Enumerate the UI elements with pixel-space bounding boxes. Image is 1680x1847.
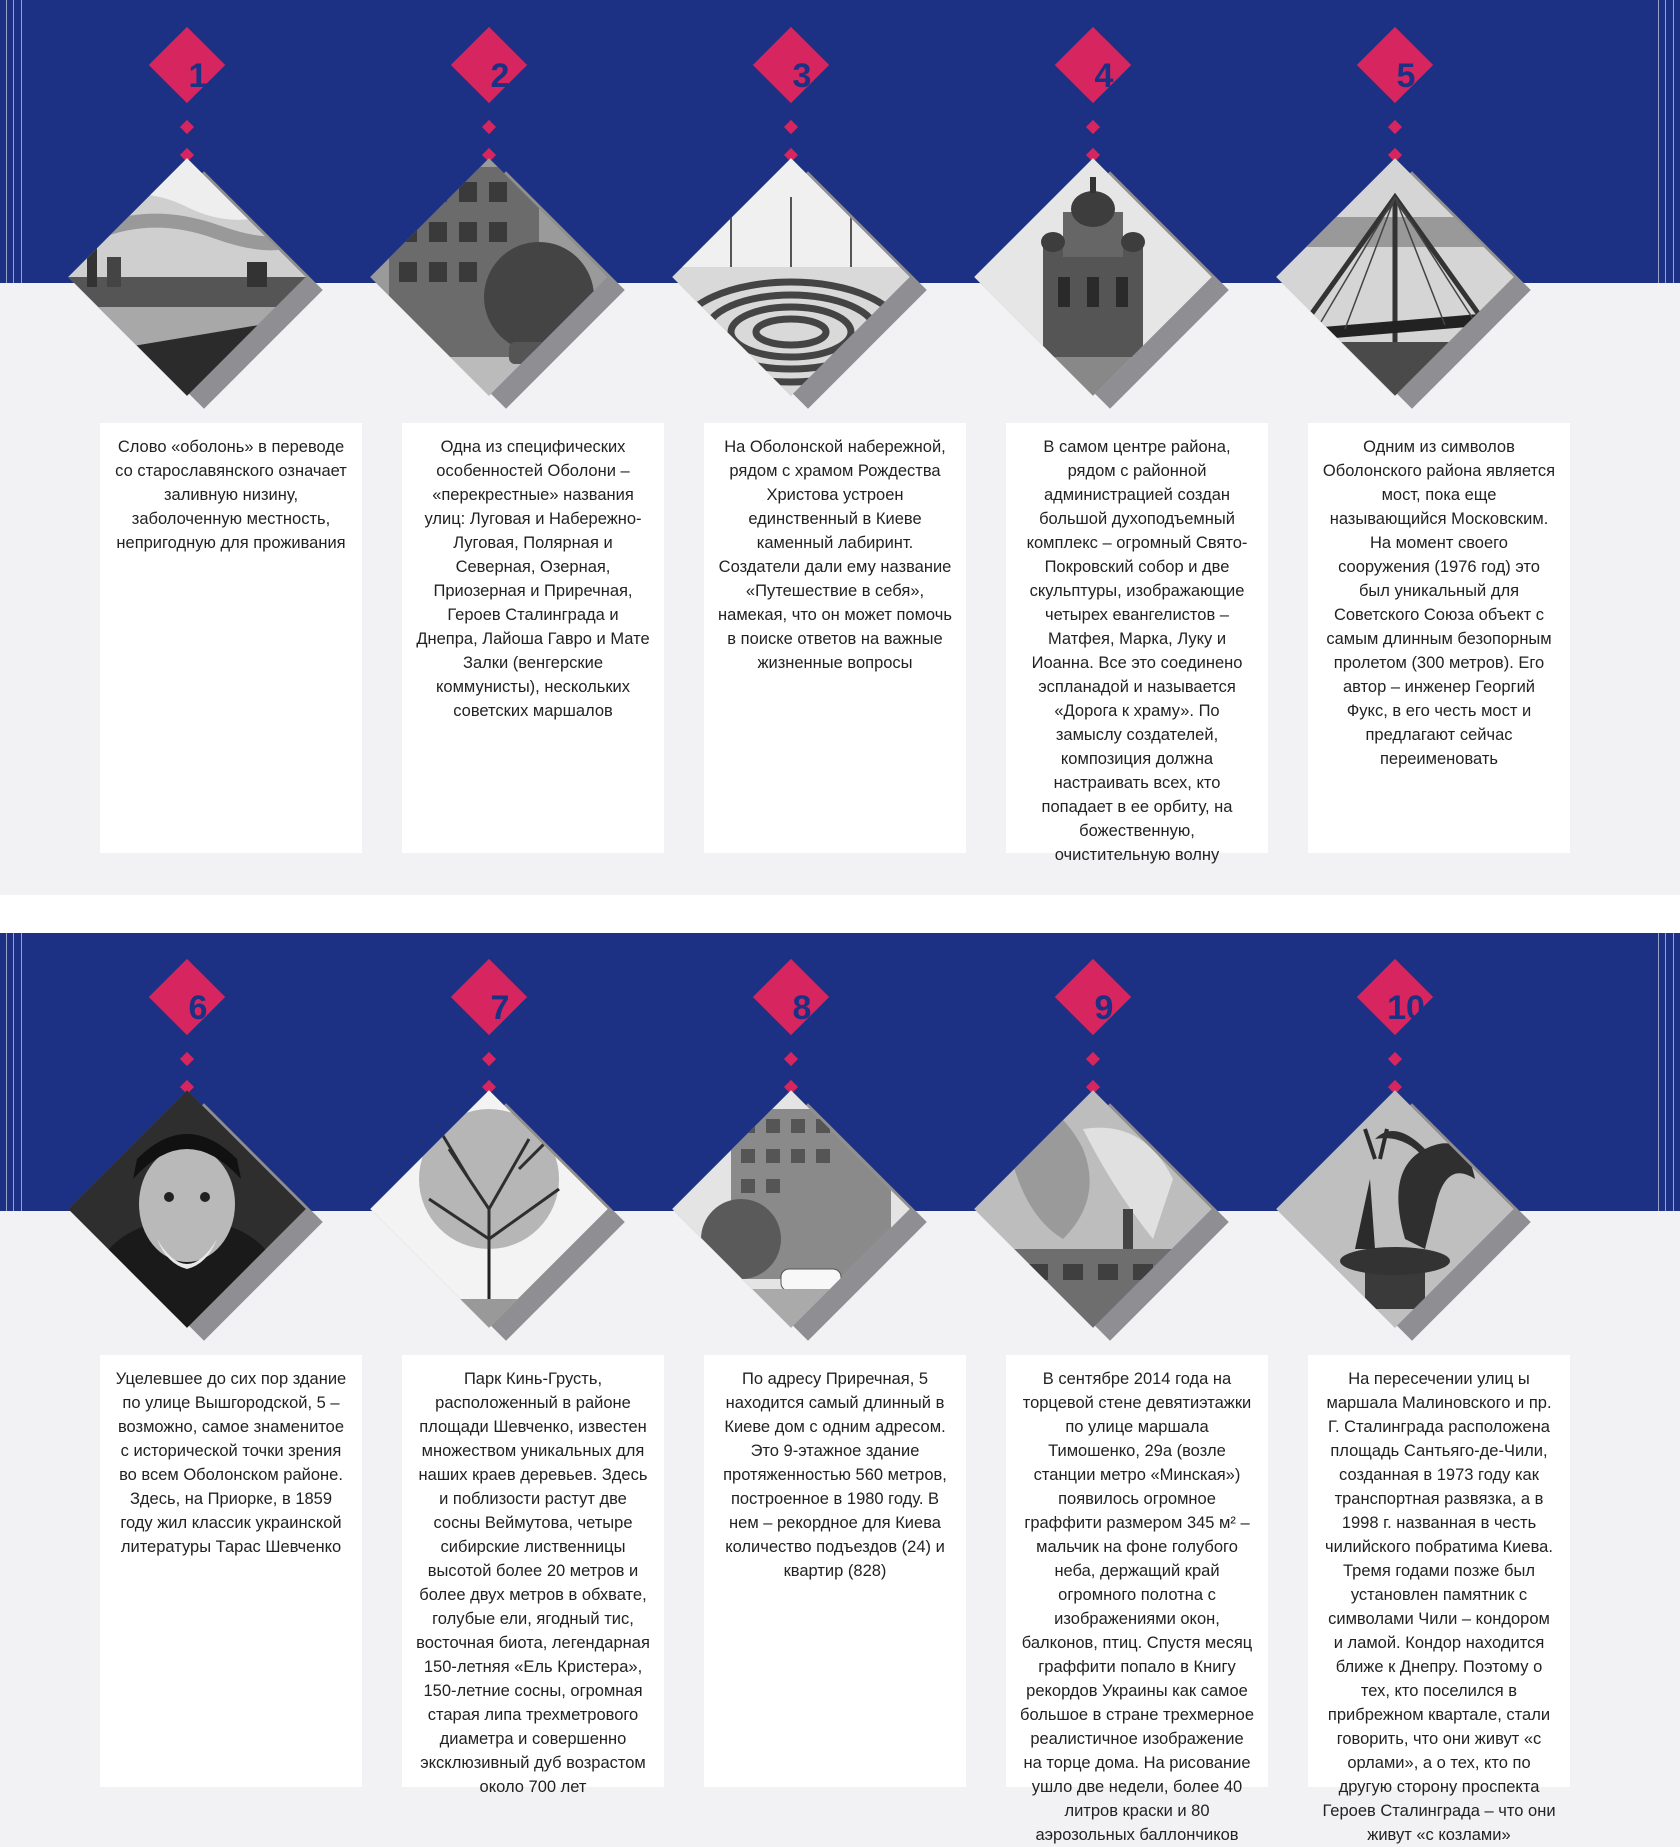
timeline-item xyxy=(1256,38,1556,95)
decor-lines-right xyxy=(1658,933,1674,1211)
description-card: Парк Кинь-Грусть, расположенный в районе площади Шевченко, известен множеством уникальных для наших краев деревьев. Здесь и поблизости растут две сосны Веймутова, четыре сибирские лиственницы высотой более 20 метров и более двух метров в обхвате, голубые ели, ягодный тис, восточная биота, легендарная 150-летняя «Ель Кристера», 150-летние сосны, огромная старая липа трехметрового диаметра и совершенно эксклюзивный дуб возрастом около 700 лет xyxy=(402,1355,664,1787)
description-card: Одна из специфических особенностей Оболони – «перекрестные» названия улиц: Луговая и Набережно-Луговая, Полярная и Северная, Озерная, Приозерная и Приречная, Героев Сталинграда и Днепра, Лайоша Гавро и Мате Залки (венгерские коммунисты), нескольких советских маршалов xyxy=(402,423,664,853)
timeline-item xyxy=(954,970,1254,1027)
timeline-item xyxy=(954,38,1254,95)
item-number: 5 xyxy=(1396,57,1416,95)
timeline-item xyxy=(652,38,952,95)
item-number: 4 xyxy=(1094,57,1114,95)
decor-lines-left xyxy=(6,0,22,283)
description-card: На Оболонской набережной, рядом с храмом Рождества Христова устроен единственный в Киеве каменный лабиринт. Создатели дали ему название «Путешествие в себя», намекая, что он может помочь в поиске ответов на важные жизненные вопросы xyxy=(704,423,966,853)
description-card: Уцелевшее до сих пор здание по улице Вышгородской, 5 – возможно, самое знаменитое с исторической точки зрения во всем Оболонском районе. Здесь, на Приорке, в 1859 году жил классик украинской литературы Тарас Шевченко xyxy=(100,1355,362,1787)
timeline-item xyxy=(1256,970,1556,1027)
description-card: На пересечении улиц ы маршала Малиновского и пр. Г. Сталинграда расположена площадь Сантьяго-де-Чили, созданная в 1973 году как транспортная развязка, а в 1998 г. названная в честь чилийского побратима Киева. Тремя годами позже был установлен памятник с символами Чили – кондором и ламой. Кондор находится ближе к Днепру. Поэтому о тех, кто поселился в прибрежном квартале, стали говорить, что они живут «с орлами», а о тех, кто по другую сторону проспекта Героев Сталинграда – что они живут «с козлами» xyxy=(1308,1355,1570,1787)
divider-strip xyxy=(0,895,1680,933)
timeline-item xyxy=(652,970,952,1027)
description-card: В сентябре 2014 года на торцевой стене девятиэтажки по улице маршала Тимошенко, 29а (возле станции метро «Минская») появилось огромное граффити размером 345 м² – мальчик на фоне голубого неба, держащий край огромного полотна с изображениями окон, балконов, птиц. Спустя месяц граффити попало в Книгу рекордов Украины как самое большое в стране трехмерное реалистичное изображение на торце дома. На рисование ушло две недели, более 40 литров краски и 80 аэрозольных баллончиков xyxy=(1006,1355,1268,1787)
timeline-item xyxy=(48,970,348,1027)
item-number: 10 xyxy=(1387,989,1425,1027)
timeline-item xyxy=(350,38,650,95)
item-number: 1 xyxy=(188,57,208,95)
description-card: В самом центре района, рядом с районной администрацией создан большой духоподъемный комплекс – огромный Свято-Покровский собор и две скульптуры, изображающие четырех евангелистов – Матфея, Марка, Луку и Иоанна. Все это соединено эспланадой и называется «Дорога к храму». По замыслу создателей, композиция должна настраивать всех, кто попадает в ее орбиту, на божественную, очистительную волну xyxy=(1006,423,1268,853)
description-card: По адресу Приречная, 5 находится самый длинный в Киеве дом с одним адресом. Это 9-этажное здание протяженностью 560 метров, построенное в 1980 году. В нем – рекордное для Киева количество подъездов (24) и квартир (828) xyxy=(704,1355,966,1787)
description-card: Одним из символов Оболонского района является мост, пока еще называющийся Московским. На момент своего сооружения (1976 год) это был уникальный для Советского Союза объект с самым длинным безопорным пролетом (300 метров). Его автор – инженер Георгий Фукс, в его честь мост и предлагают сейчас переименовать xyxy=(1308,423,1570,853)
decor-lines-right xyxy=(1658,0,1674,283)
item-number: 7 xyxy=(490,989,510,1027)
item-number: 2 xyxy=(490,57,510,95)
item-number: 9 xyxy=(1094,989,1114,1027)
description-card: Слово «оболонь» в переводе со старославянского означает заливную низину, заболоченную местность, непригодную для проживания xyxy=(100,423,362,853)
item-number: 3 xyxy=(792,57,812,95)
timeline-item xyxy=(48,38,348,95)
decor-lines-left xyxy=(6,933,22,1211)
item-number: 6 xyxy=(188,989,208,1027)
item-number: 8 xyxy=(792,989,812,1027)
timeline-item xyxy=(350,970,650,1027)
